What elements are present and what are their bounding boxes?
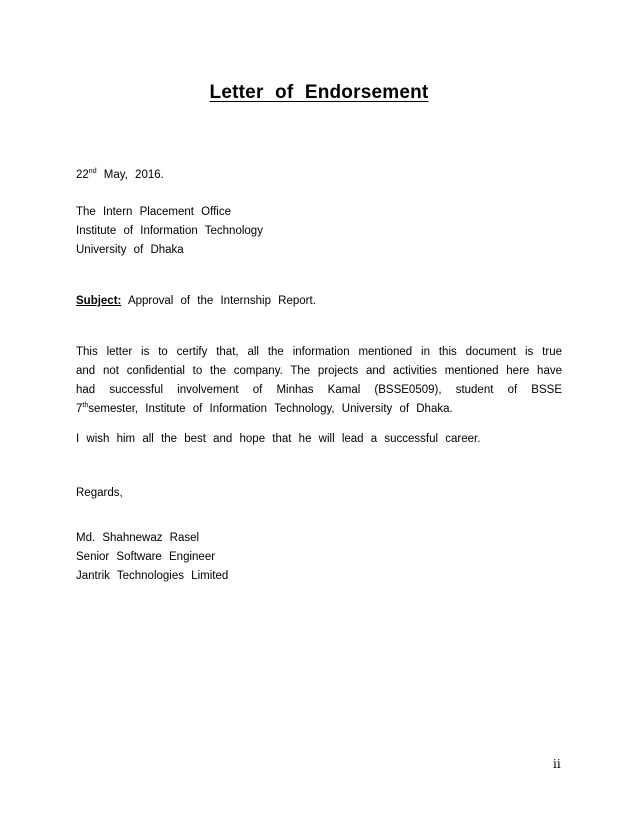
signature-block [76,529,562,586]
signer-position: Senior Software Engineer [76,551,216,563]
page-title: Letter of Endorsement [209,82,429,103]
body-paragraph-1-text-a: This letter is to certify that, all the information mentioned in this document is true and not confidential to the company. The projects and activities mentioned here have had successful involvement of Minhas Kamal (BSSE0509), student of BSSE 7 [76,346,562,415]
date-rest: May, 2016. [103,169,164,181]
subject-line [76,292,562,311]
signer-company: Jantrik Technologies Limited [76,570,229,582]
subject-text: Approval of the Internship Report. [127,295,316,307]
closing: Regards, [76,487,123,499]
letter-date [76,166,562,185]
recipient-line-1: The Intern Placement Office [76,206,231,218]
body-paragraph-2: I wish him all the best and hope that he will lead a successful career. [76,433,481,445]
date-suffix: nd [88,168,97,176]
recipient-line-3: University of Dhaka [76,244,184,256]
signer-name: Md. Shahnewaz Rasel [76,532,200,544]
recipient-address [76,203,562,260]
body-paragraph-1 [76,343,562,419]
body-paragraph-1-text-b: semester, Institute of Information Technology, University of Dhaka. [88,403,453,415]
subject-label: Subject: [76,295,122,307]
page-number: ii [553,757,561,771]
recipient-line-2: Institute of Information Technology [76,225,263,237]
semester-suffix: th [82,402,89,410]
date-day: 22 [76,169,89,181]
